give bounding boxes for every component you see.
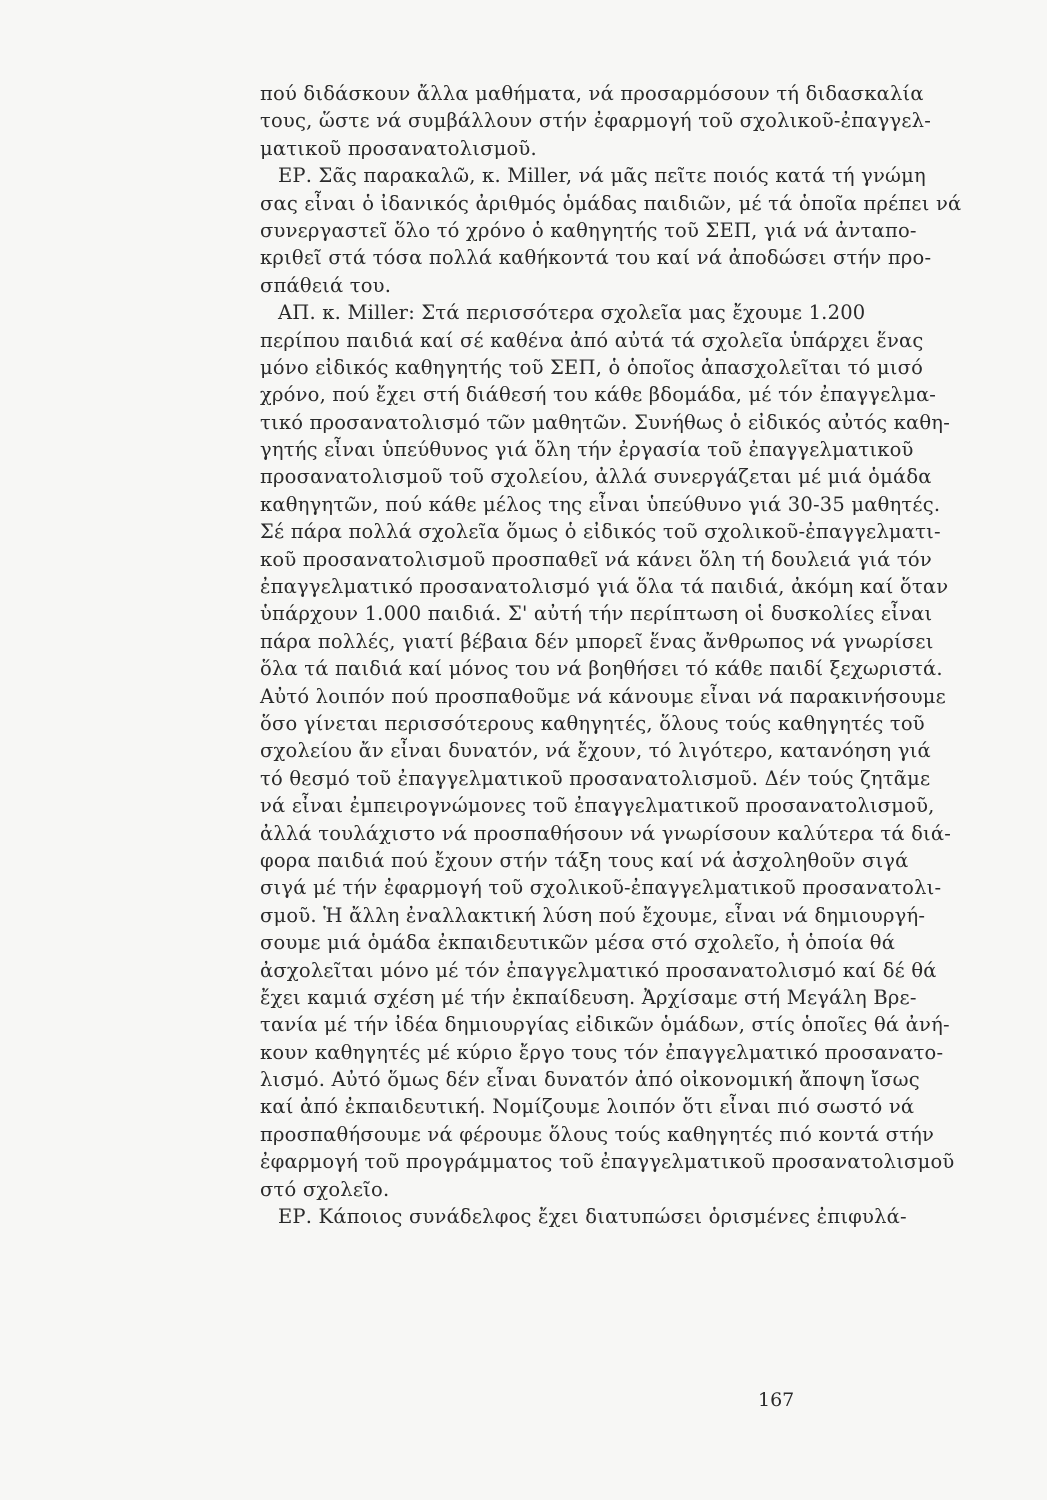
text-line: ὅσο γίνεται περισσότερους καθηγητές, ὅλους τούς καθηγητές τοῦ	[260, 711, 925, 735]
text-line: τικό προσανατολισμό τῶν μαθητῶν. Συνήθως ὁ εἰδικός αὐτός καθη-	[260, 410, 950, 434]
text-line: σμοῦ. Ἡ ἄλλη ἐναλλακτική λύση πού ἔχουμε, εἶναι νά δημιουργή-	[260, 903, 926, 927]
text-line: σας εἶναι ὁ ἰδανικός ἀριθμός ὁμάδας παιδιῶν, μέ τά ὁποῖα πρέπει νά	[260, 191, 962, 215]
text-line: νά εἶναι ἐμπειρογνώμονες τοῦ ἐπαγγελματικοῦ προσανατολισμοῦ,	[260, 794, 935, 818]
text-line: ἀσχολεῖται μόνο μέ τόν ἐπαγγελματικό προσανατολισμό καί δέ θά	[260, 958, 937, 982]
text-line: κριθεῖ στά τόσα πολλά καθήκοντά του καί νά ἀποδώσει στήν προ-	[260, 246, 932, 270]
body-text	[260, 80, 962, 1230]
text-line: συνεργαστεῖ ὅλο τό χρόνο ὁ καθηγητής τοῦ ΣΕΠ, γιά νά ἀνταπο-	[260, 218, 917, 242]
text-line: σιγά μέ τήν ἐφαρμογή τοῦ σχολικοῦ-ἐπαγγελματικοῦ προσανατολι-	[260, 876, 942, 900]
text-line: καί ἀπό ἐκπαιδευτική. Νομίζουμε λοιπόν ὅτι εἶναι πιό σωστό νά	[260, 1095, 915, 1119]
text-line: ἀλλά τουλάχιστο νά προσπαθήσουν νά γνωρίσουν καλύτερα τά διά-	[260, 821, 952, 845]
text-line: κοῦ προσανατολισμοῦ προσπαθεῖ νά κάνει ὅλη τή δουλειά γιά τόν	[260, 547, 932, 571]
text-line: γητής εἶναι ὑπεύθυνος γιά ὅλη τήν ἐργασία τοῦ ἐπαγγελματικοῦ	[260, 438, 914, 462]
text-line: ΕΡ. Κάποιος συνάδελφος ἔχει διατυπώσει ὁρισμένες ἐπιφυλά-	[278, 1205, 907, 1229]
text-line: φορα παιδιά πού ἔχουν στήν τάξη τους καί νά ἀσχοληθοῦν σιγά	[260, 848, 909, 872]
text-line: περίπου παιδιά καί σέ καθένα ἀπό αὐτά τά σχολεῖα ὑπάρχει ἕνας	[260, 328, 924, 352]
text-line: πάρα πολλές, γιατί βέβαια δέν μπορεῖ ἕνας ἄνθρωπος νά γνωρίσει	[260, 629, 934, 653]
text-line: πού διδάσκουν ἄλλα μαθήματα, νά προσαρμόσουν τή διδασκαλία	[260, 82, 924, 105]
text-line: ἐπαγγελματικό προσανατολισμό γιά ὅλα τά παιδιά, ἀκόμη καί ὅταν	[260, 575, 949, 599]
text-line: χρόνο, πού ἔχει στή διάθεσή του κάθε βδομάδα, μέ τόν ἐπαγγελμα-	[260, 383, 937, 407]
text-line: τους, ὥστε νά συμβάλλουν στήν ἐφαρμογή τοῦ σχολικοῦ-ἐπαγγελ-	[260, 109, 932, 133]
text-line: καθηγητῶν, πού κάθε μέλος της εἶναι ὑπεύθυνο γιά 30-35 μαθητές.	[260, 492, 941, 516]
text-line: ΑΠ. κ. Miller: Στά περισσότερα σχολεῖα μας ἔχουμε 1.200	[278, 301, 866, 325]
text-line: τό θεσμό τοῦ ἐπαγγελματικοῦ προσανατολισμοῦ. Δέν τούς ζητᾶμε	[260, 766, 931, 790]
text-line: σχολείου ἄν εἶναι δυνατόν, νά ἔχουν, τό λιγότερο, κατανόηση γιά	[260, 739, 931, 763]
text-line: ὅλα τά παιδιά καί μόνος του νά βοηθήσει τό κάθε παιδί ξεχωριστά.	[260, 657, 943, 681]
text-line: ἐφαρμογή τοῦ προγράμματος τοῦ ἐπαγγελματικοῦ προσανατολισμοῦ	[260, 1150, 955, 1174]
text-line: Σέ πάρα πολλά σχολεῖα ὅμως ὁ εἰδικός τοῦ σχολικοῦ-ἐπαγγελματι-	[260, 520, 941, 544]
text-line: στό σχολεῖο.	[260, 1177, 390, 1201]
text-line: ματικοῦ προσανατολισμοῦ.	[260, 136, 537, 160]
text-line: ΕΡ. Σᾶς παρακαλῶ, κ. Miller, νά μᾶς πεῖτε ποιός κατά τή γνώμη	[278, 164, 926, 188]
text-line: κουν καθηγητές μέ κύριο ἔργο τους τόν ἐπαγγελματικό προσανατο-	[260, 1040, 944, 1064]
text-line: Αὐτό λοιπόν πού προσπαθοῦμε νά κάνουμε εἶναι νά παρακινήσουμε	[260, 684, 946, 708]
text-line: τανία μέ τήν ἰδέα δημιουργίας εἰδικῶν ὁμάδων, στίς ὁποῖες θά ἀνή-	[260, 1013, 950, 1037]
text-line: σουμε μιά ὁμάδα ἐκπαιδευτικῶν μέσα στό σχολεῖο, ἡ ὁποία θά	[260, 931, 896, 955]
text-line: μόνο εἰδικός καθηγητής τοῦ ΣΕΠ, ὁ ὁποῖος ἀπασχολεῖται τό μισό	[260, 355, 924, 379]
page-number: 167	[758, 1389, 795, 1411]
text-line: σπάθειά του.	[260, 273, 392, 297]
text-line: λισμό. Αὐτό ὅμως δέν εἶναι δυνατόν ἀπό οἰκονομική ἄποψη ἴσως	[260, 1068, 920, 1092]
text-line: ἔχει καμιά σχέση μέ τήν ἐκπαίδευση. Ἀρχίσαμε στή Μεγάλη Βρε-	[260, 985, 917, 1009]
text-line: προσπαθήσουμε νά φέρουμε ὅλους τούς καθηγητές πιό κοντά στήν	[260, 1122, 935, 1146]
text-line: ὑπάρχουν 1.000 παιδιά. Σ' αὐτή τήν περίπτωση οἱ δυσκολίες εἶναι	[260, 602, 933, 626]
text-line: προσανατολισμοῦ τοῦ σχολείου, ἀλλά συνεργάζεται μέ μιά ὁμάδα	[260, 465, 932, 489]
